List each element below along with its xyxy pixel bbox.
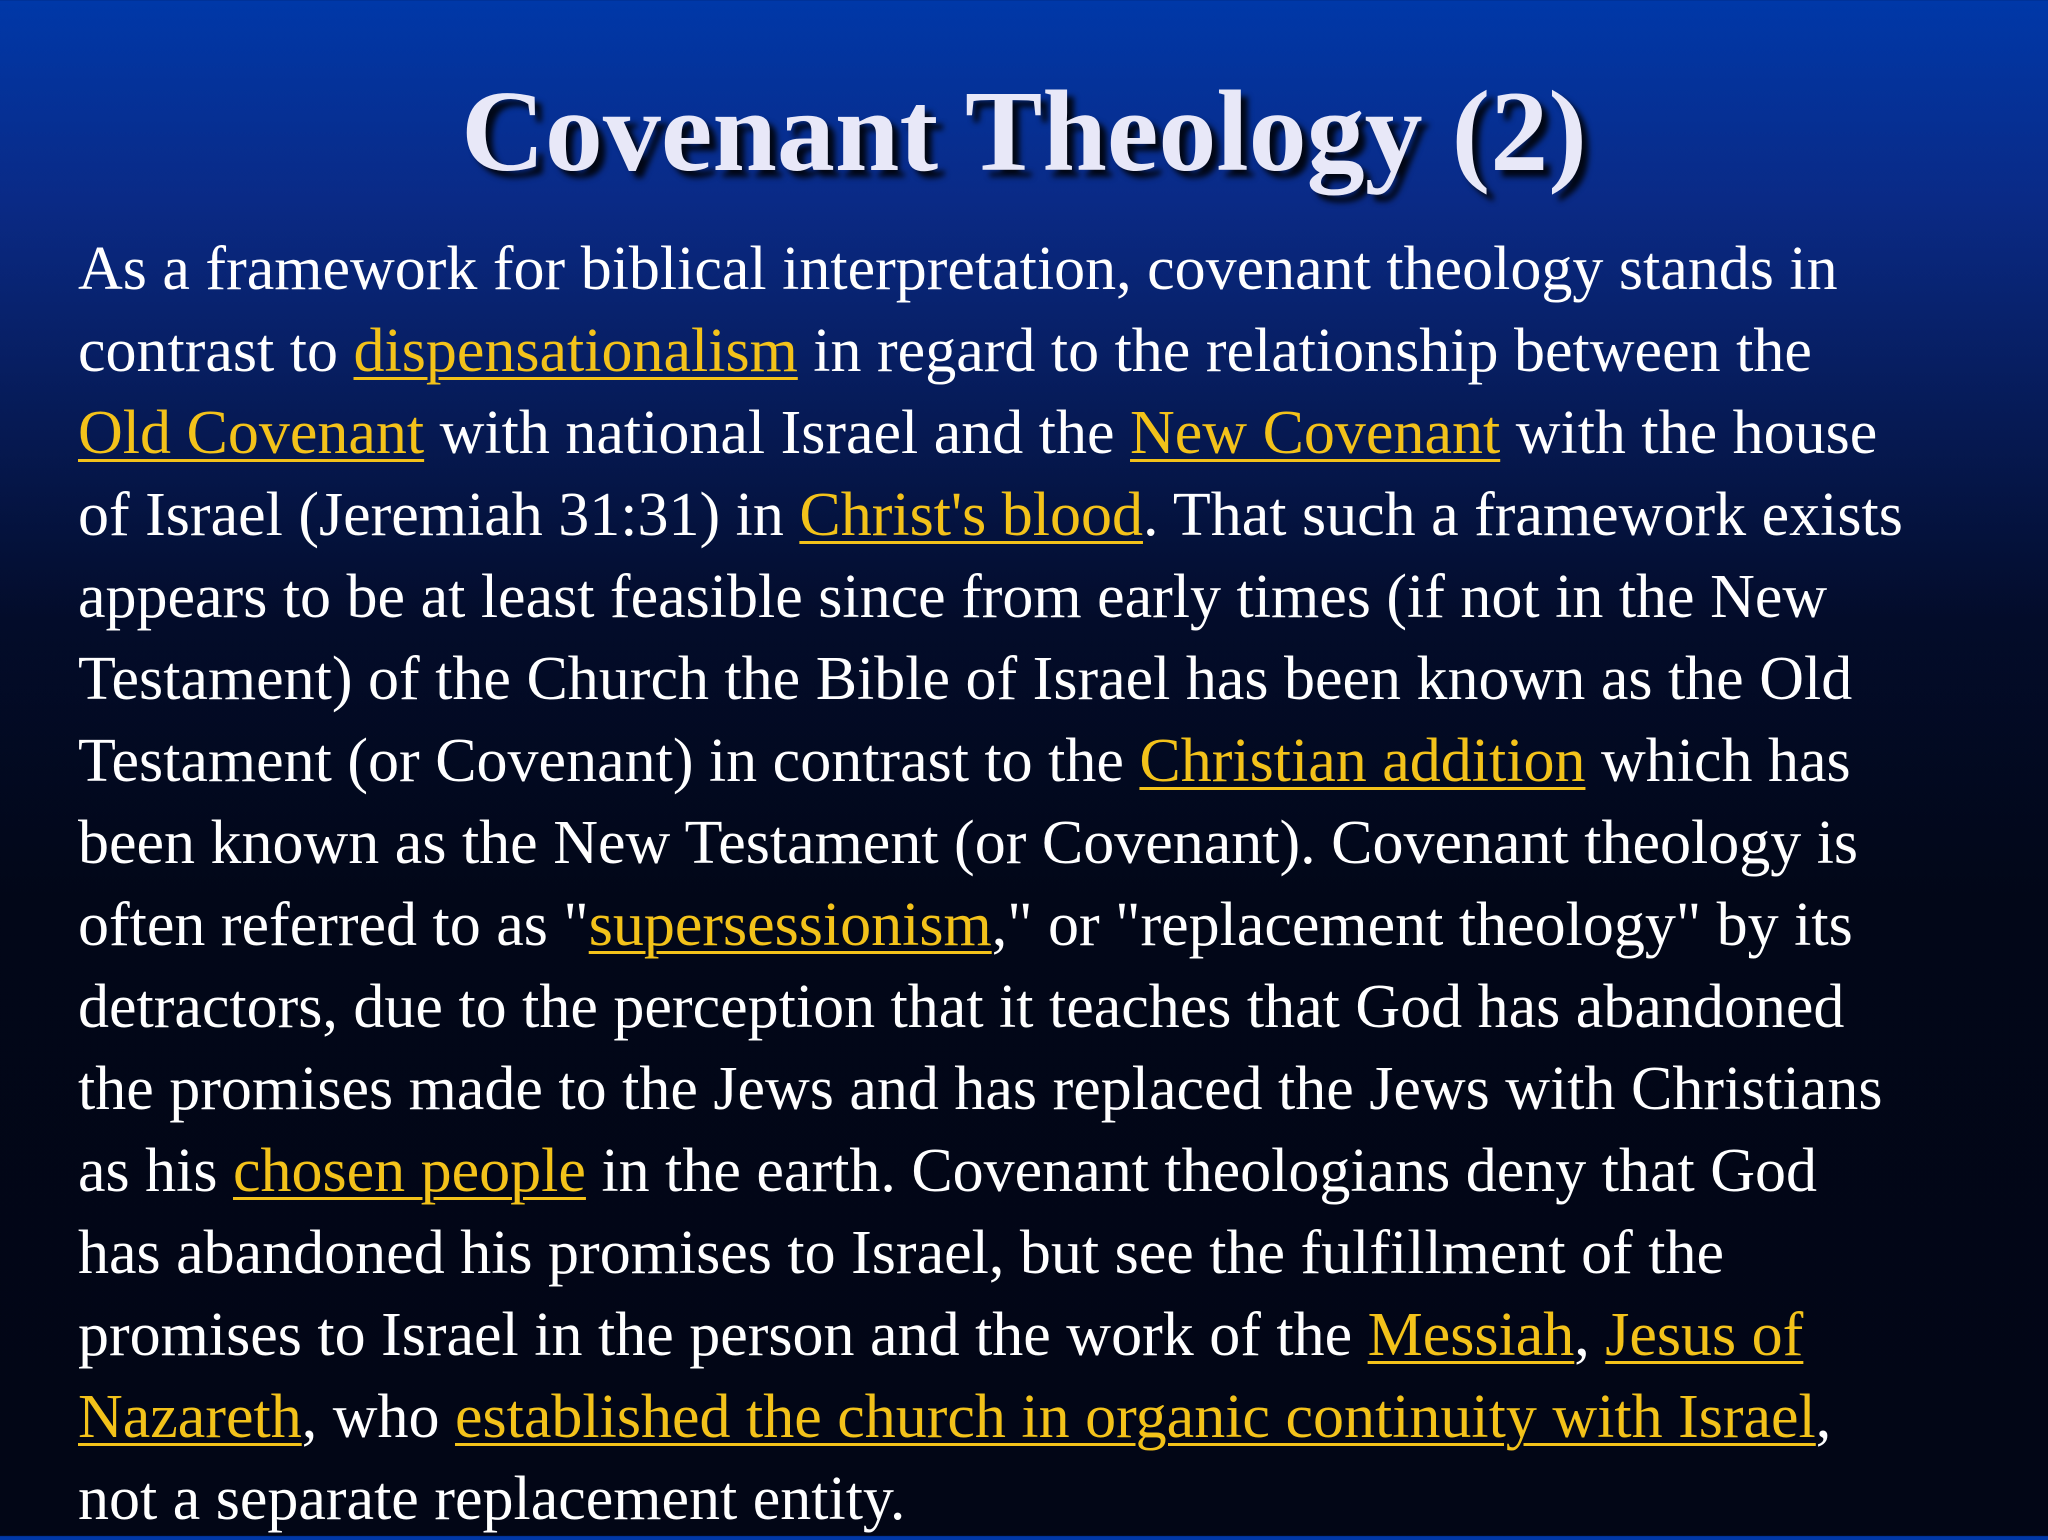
link-christian-addition[interactable]: Christian addition [1139,727,1586,795]
text-run: contrast to [78,317,354,385]
text-run: the promises made to the Jews and has replaced the Jews with Christians [78,1055,1883,1123]
body-line [78,1048,2028,1130]
body-line [78,392,2028,474]
text-run: in regard to the relationship between the [797,317,1812,385]
body-line [78,1458,2028,1540]
text-run: , who [301,1383,456,1451]
link-old-covenant[interactable]: Old Covenant [78,399,425,467]
link-supersessionism[interactable]: supersessionism [588,891,992,959]
text-run: as his [78,1137,233,1205]
text-run: promises to Israel in the person and the work of the [78,1301,1368,1369]
text-run: As a framework for biblical interpretation, covenant theology stands in [78,235,1838,303]
text-run: in the earth. Covenant theologians deny that God [585,1137,1818,1205]
text-run: appears to be at least feasible since from early times (if not in the New [78,563,1828,631]
text-run: Testament (or Covenant) in contrast to the [78,727,1140,795]
link-new-covenant[interactable]: New Covenant [1130,399,1501,467]
body-line [78,474,2028,556]
text-run: Testament) of the Church the Bible of Israel has been known as the Old [78,645,1853,713]
text-run: , [1815,1383,1832,1451]
text-run: with national Israel and the [424,399,1131,467]
body-line [78,228,2028,310]
text-run: been known as the New Testament (or Covenant). Covenant theology is [78,809,1859,877]
text-run: which has [1585,727,1851,795]
link-christs-blood[interactable]: Christ's blood [799,481,1143,549]
text-run: not a separate replacement entity. [78,1465,906,1533]
link-chosen-people[interactable]: chosen people [233,1137,586,1205]
body-line [78,884,2028,966]
body-line [78,1130,2028,1212]
text-run: , [1574,1301,1606,1369]
body-paragraph [78,228,2028,1540]
body-line [78,720,2028,802]
text-run: has abandoned his promises to Israel, but see the fulfillment of the [78,1219,1725,1287]
body-line [78,966,2028,1048]
link-established-church[interactable]: established the church in organic continuity with Israel [455,1383,1816,1451]
text-run: ," or "replacement theology" by its [991,891,1853,959]
text-run: . That such a framework exists [1142,481,1903,549]
body-line [78,310,2028,392]
body-line [78,1376,2028,1458]
body-line [78,638,2028,720]
link-messiah[interactable]: Messiah [1367,1301,1575,1369]
body-line [78,556,2028,638]
slide-title: Covenant Theology (2) [461,68,1587,196]
text-run: of Israel (Jeremiah 31:31) in [78,481,800,549]
link-dispensationalism[interactable]: dispensationalism [353,317,798,385]
text-run: often referred to as " [78,891,589,959]
link-jesus-of-nazareth[interactable]: Jesus of [1605,1301,1804,1369]
link-jesus-of-nazareth[interactable]: Nazareth [78,1383,302,1451]
text-run: detractors, due to the perception that it teaches that God has abandoned [78,973,1845,1041]
body-line [78,1294,2028,1376]
body-line [78,802,2028,884]
body-line [78,1212,2028,1294]
text-run: with the house [1500,399,1878,467]
